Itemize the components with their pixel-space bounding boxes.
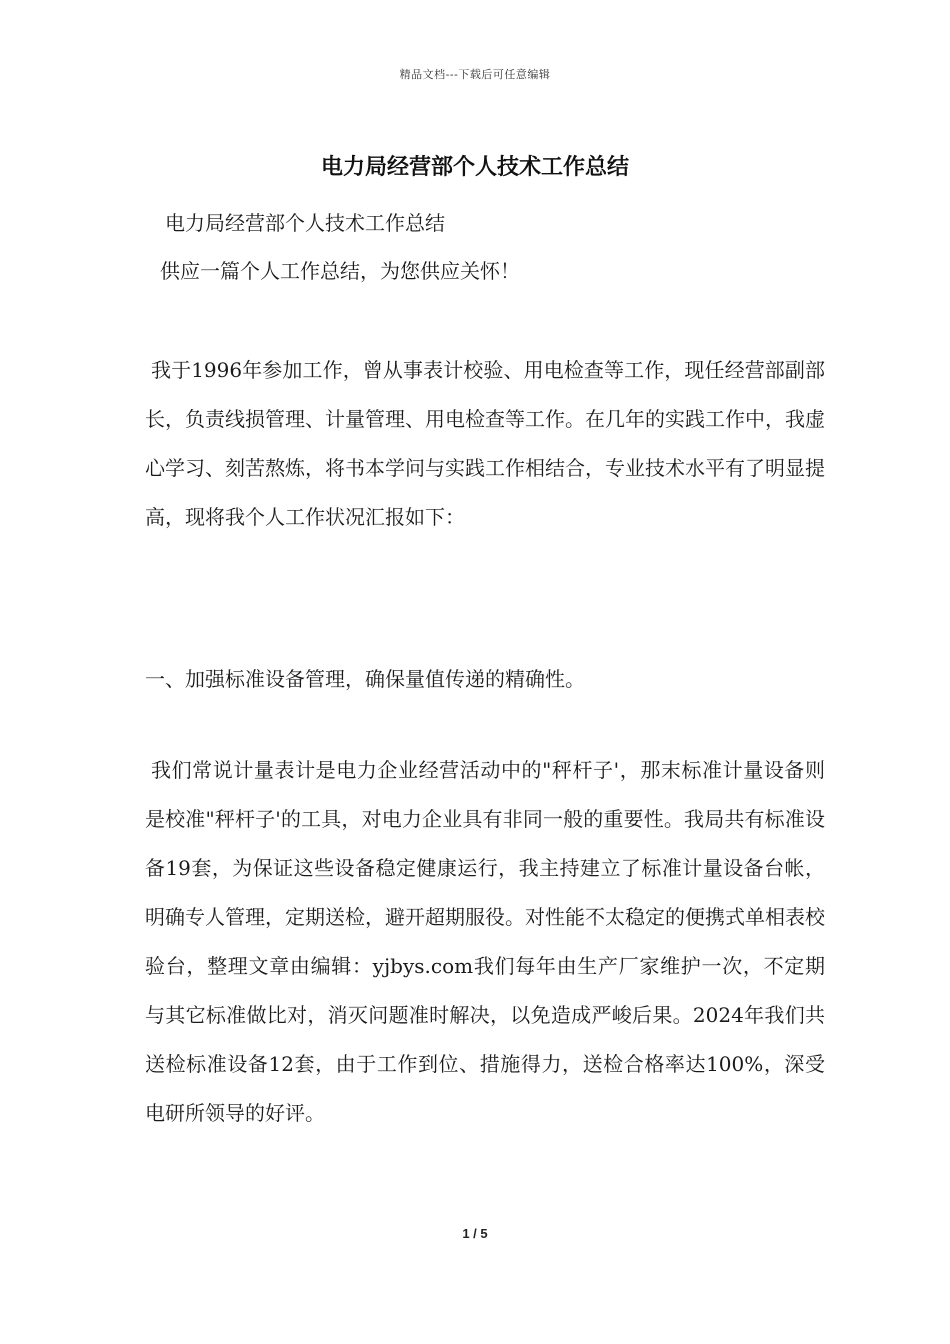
section-heading-1: 一、加强标准设备管理，确保量值传递的精确性。 (145, 667, 585, 691)
paragraph-2: 我们常说计量表计是电力企业经营活动中的"秤杆子'，那末标准计量设备则是校准"秤杆子'的工具，对电力企业具有非同一般的重要性。我局共有标准设备19套，为保证这些设备稳定健康运行，我主持建立了标准计量设备台帐，明确专人管理，定期送检，避开超期服役。对性能不太稳定的便携式单相表校验台，整理文章由编辑：yjbys.com我们每年由生产厂家维护一次，不定期与其它标准做比对，消灭问题准时解决，以免造成严峻后果。2024年我们共送检标准设备12套，由于工作到位、措施得力，送检合格率达100%，深受电研所领导的好评。 (145, 758, 825, 1125)
page-number: 1 / 5 (462, 1226, 488, 1241)
document-subtitle: 电力局经营部个人技术工作总结 (165, 211, 445, 235)
paragraph-1: 我于1996年参加工作，曾从事表计校验、用电检查等工作，现任经营部副部长，负责线损管理、计量管理、用电检查等工作。在几年的实践工作中，我虚心学习、刻苦熬炼，将书本学问与实践工作相结合，专业技术水平有了明显提高，现将我个人工作状况汇报如下： (145, 358, 825, 529)
document-title: 电力局经营部个人技术工作总结 (320, 154, 629, 180)
intro-line: 供应一篇个人工作总结，为您供应关怀！ (160, 259, 520, 283)
header-note: 精品文档---下载后可任意编辑 (399, 68, 551, 81)
